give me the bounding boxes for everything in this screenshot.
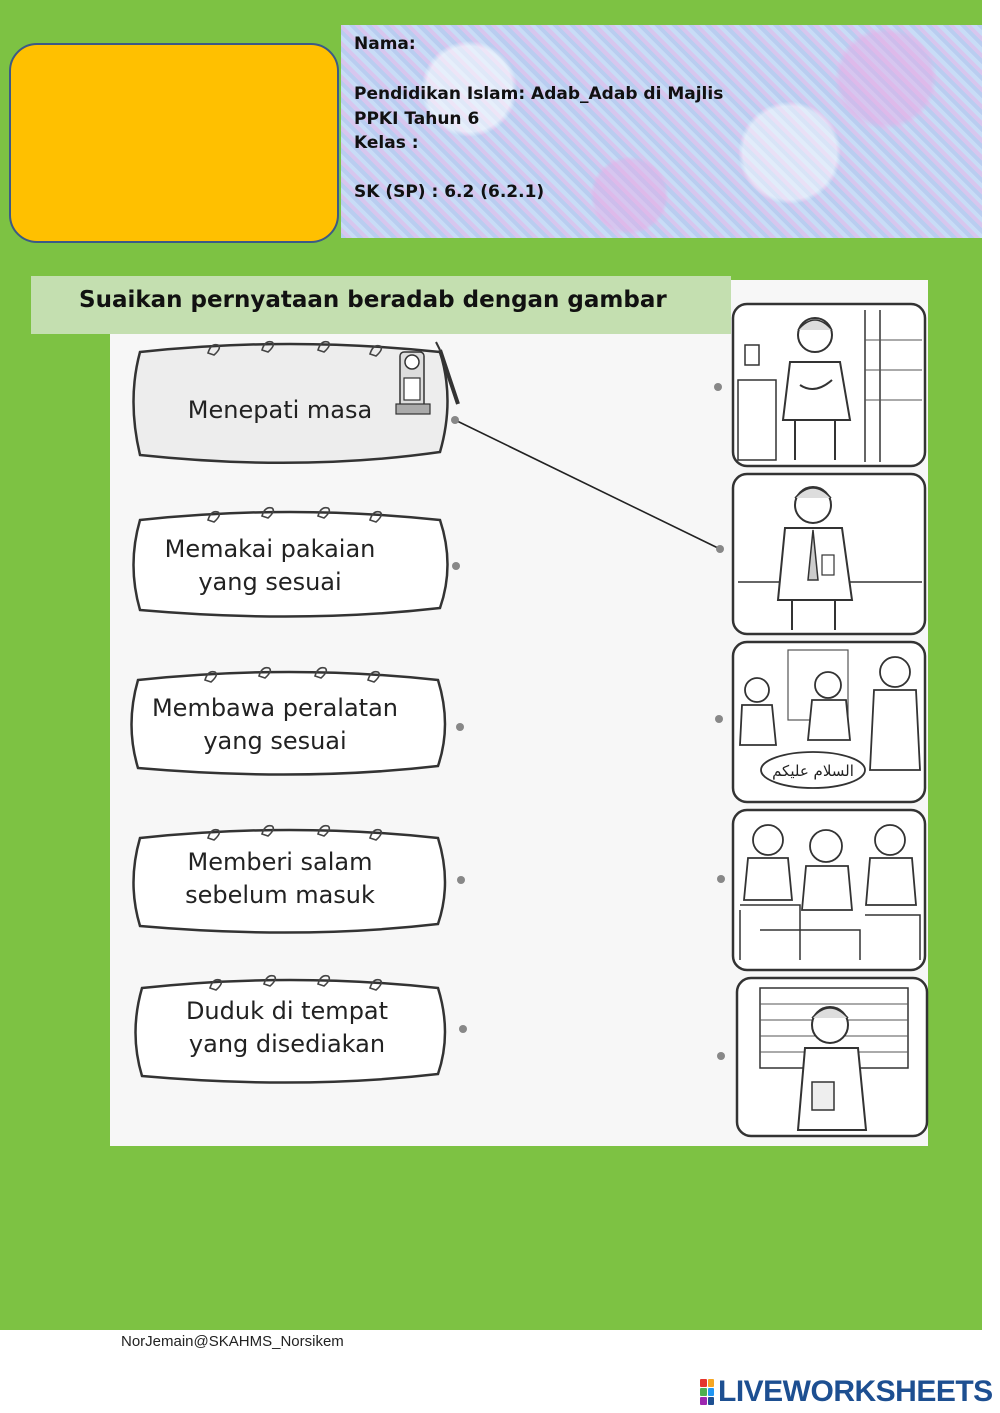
boys-seated-picture[interactable] xyxy=(733,810,925,970)
statement-bubble[interactable] xyxy=(136,976,446,1083)
statement-dot[interactable] xyxy=(451,416,459,424)
statement-bubble[interactable] xyxy=(132,668,446,775)
speech-bubble-text: السلام عليكم xyxy=(772,762,854,780)
boy-with-book-picture[interactable] xyxy=(737,978,927,1136)
statement-line-1: Memakai pakaian xyxy=(164,535,376,563)
statement-line-2: yang sesuai xyxy=(203,727,347,755)
boys-greeting-picture[interactable] xyxy=(733,642,925,802)
class-label: Kelas : xyxy=(354,133,419,153)
brand-logo-icon xyxy=(700,1379,714,1405)
statement-line-2: yang disediakan xyxy=(188,1030,386,1058)
statement-bubble[interactable] xyxy=(134,826,446,933)
sample-match-line xyxy=(455,420,720,549)
statement-line-1: Memberi salam xyxy=(187,848,373,876)
statement-line-1: Menepati masa xyxy=(187,396,373,424)
picture-dot[interactable] xyxy=(717,1052,725,1060)
statement-line-2: yang sesuai xyxy=(198,568,342,596)
statement-line-1: Membawa peralatan xyxy=(151,694,399,722)
statement-line-2: sebelum masuk xyxy=(185,881,375,909)
statement-dot[interactable] xyxy=(452,562,460,570)
statement-dot[interactable] xyxy=(456,723,464,731)
footer-credit: NorJemain@SKAHMS_Norsikem xyxy=(121,1333,344,1350)
standard-label: SK (SP) : 6.2 (6.2.1) xyxy=(354,182,545,202)
boy-with-tie-picture[interactable] xyxy=(733,474,925,634)
instruction-text: Suaikan pernyataan beradab dengan gambar xyxy=(79,287,667,313)
statement-dot[interactable] xyxy=(457,876,465,884)
subject-label: Pendidikan Islam: Adab_Adab di Majlis xyxy=(354,84,724,104)
name-label: Nama: xyxy=(354,34,416,54)
boy-with-watch-picture[interactable] xyxy=(733,304,925,466)
brand-text: LIVEWORKSHEETS xyxy=(718,1375,993,1408)
statement-line-1: Duduk di tempat xyxy=(185,997,389,1025)
level-label: PPKI Tahun 6 xyxy=(354,109,480,129)
statement-bubble[interactable] xyxy=(134,508,448,617)
picture-dot[interactable] xyxy=(716,545,724,553)
picture-dot[interactable] xyxy=(714,383,722,391)
statement-dot[interactable] xyxy=(459,1025,467,1033)
picture-dot[interactable] xyxy=(717,875,725,883)
liveworksheets-logo[interactable] xyxy=(700,1377,993,1407)
picture-dot[interactable] xyxy=(715,715,723,723)
